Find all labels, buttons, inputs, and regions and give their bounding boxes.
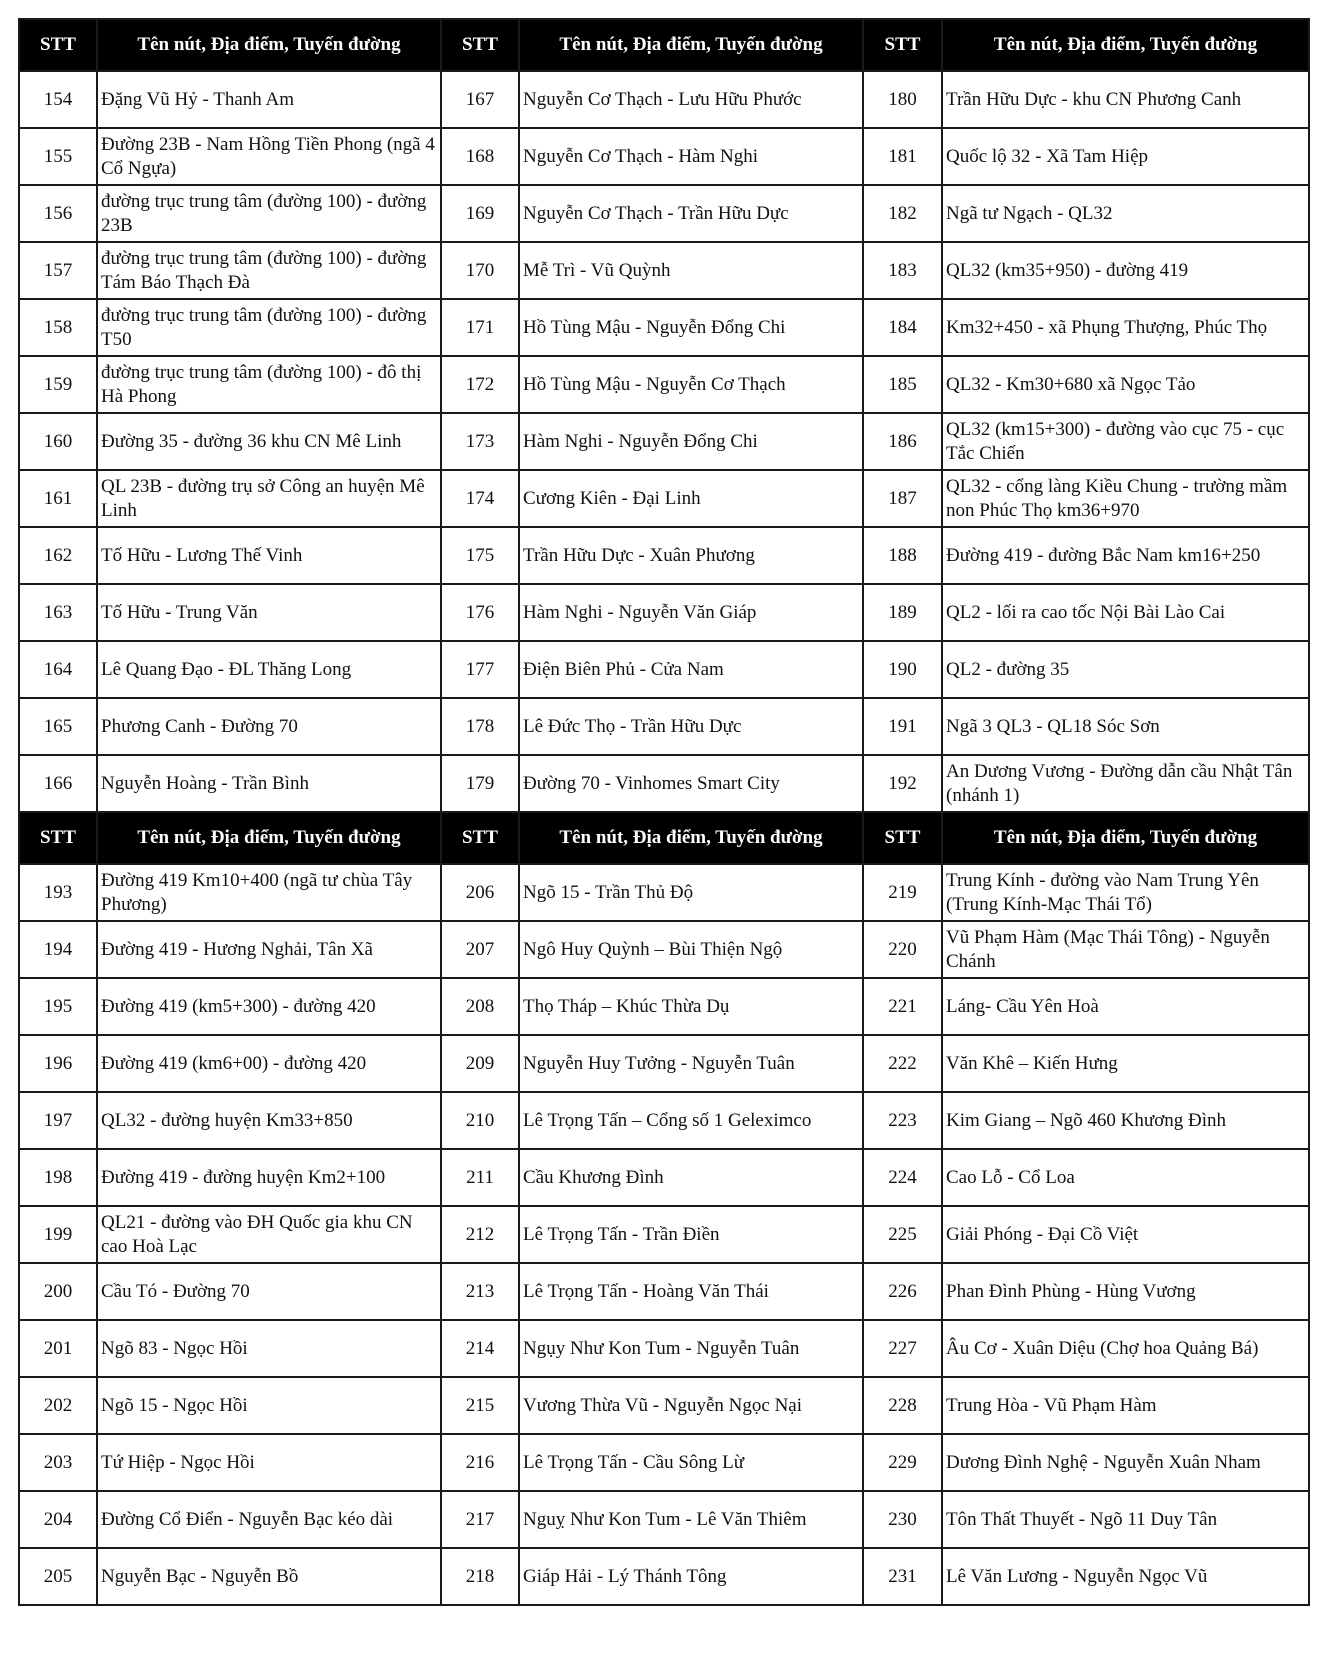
table-row [19, 128, 1309, 185]
location-cell: Trần Hữu Dực - Xuân Phương [519, 527, 863, 584]
stt-cell: 165 [19, 698, 97, 755]
stt-cell: 223 [863, 1092, 942, 1149]
stt-cell: 220 [863, 921, 942, 978]
location-cell: Lê Quang Đạo - ĐL Thăng Long [97, 641, 441, 698]
location-cell: Quốc lộ 32 - Xã Tam Hiệp [942, 128, 1309, 185]
location-cell: Đường 419 (km6+00) - đường 420 [97, 1035, 441, 1092]
location-cell: Ngã tư Ngạch - QL32 [942, 185, 1309, 242]
stt-cell: 172 [441, 356, 519, 413]
table-row [19, 978, 1309, 1035]
stt-cell: 199 [19, 1206, 97, 1263]
stt-cell: 214 [441, 1320, 519, 1377]
location-cell: Nguỵ Như Kon Tum - Lê Văn Thiêm [519, 1491, 863, 1548]
table-row [19, 470, 1309, 527]
column-header-stt: STT [19, 812, 97, 864]
table-row [19, 71, 1309, 128]
stt-cell: 229 [863, 1434, 942, 1491]
location-cell: Đường 35 - đường 36 khu CN Mê Linh [97, 413, 441, 470]
column-header-stt: STT [19, 19, 97, 71]
stt-cell: 195 [19, 978, 97, 1035]
stt-cell: 188 [863, 527, 942, 584]
location-cell: Hồ Tùng Mậu - Nguyễn Cơ Thạch [519, 356, 863, 413]
stt-cell: 216 [441, 1434, 519, 1491]
location-cell: Lê Trọng Tấn - Hoàng Văn Thái [519, 1263, 863, 1320]
location-cell: Kim Giang – Ngõ 460 Khương Đình [942, 1092, 1309, 1149]
location-cell: QL2 - đường 35 [942, 641, 1309, 698]
stt-cell: 194 [19, 921, 97, 978]
stt-cell: 171 [441, 299, 519, 356]
header-row [19, 812, 1309, 864]
location-cell: đường trục trung tâm (đường 100) - đô thị Hà Phong [97, 356, 441, 413]
stt-cell: 181 [863, 128, 942, 185]
column-header-name: Tên nút, Địa điểm, Tuyến đường [97, 812, 441, 864]
stt-cell: 175 [441, 527, 519, 584]
stt-cell: 156 [19, 185, 97, 242]
stt-cell: 167 [441, 71, 519, 128]
stt-cell: 178 [441, 698, 519, 755]
stt-cell: 222 [863, 1035, 942, 1092]
column-header-name: Tên nút, Địa điểm, Tuyến đường [942, 19, 1309, 71]
table-row [19, 1092, 1309, 1149]
stt-cell: 192 [863, 755, 942, 812]
location-cell: Ngõ 83 - Ngọc Hồi [97, 1320, 441, 1377]
stt-cell: 163 [19, 584, 97, 641]
location-cell: QL32 - đường huyện Km33+850 [97, 1092, 441, 1149]
location-cell: Lê Đức Thọ - Trần Hữu Dực [519, 698, 863, 755]
stt-cell: 182 [863, 185, 942, 242]
stt-cell: 186 [863, 413, 942, 470]
location-cell: QL32 - cổng làng Kiều Chung - trường mầm non Phúc Thọ km36+970 [942, 470, 1309, 527]
stt-cell: 203 [19, 1434, 97, 1491]
location-cell: Đường 419 (km5+300) - đường 420 [97, 978, 441, 1035]
stt-cell: 200 [19, 1263, 97, 1320]
stt-cell: 184 [863, 299, 942, 356]
location-cell: Tố Hữu - Lương Thế Vinh [97, 527, 441, 584]
stt-cell: 215 [441, 1377, 519, 1434]
location-cell: Ngõ 15 - Ngọc Hồi [97, 1377, 441, 1434]
stt-cell: 206 [441, 864, 519, 921]
stt-cell: 193 [19, 864, 97, 921]
location-cell: Cầu Tó - Đường 70 [97, 1263, 441, 1320]
stt-cell: 158 [19, 299, 97, 356]
stt-cell: 157 [19, 242, 97, 299]
stt-cell: 218 [441, 1548, 519, 1605]
location-cell: Phương Canh - Đường 70 [97, 698, 441, 755]
stt-cell: 197 [19, 1092, 97, 1149]
stt-cell: 191 [863, 698, 942, 755]
location-cell: Đường 23B - Nam Hồng Tiền Phong (ngã 4 Cổ Ngựa) [97, 128, 441, 185]
stt-cell: 205 [19, 1548, 97, 1605]
column-header-name: Tên nút, Địa điểm, Tuyến đường [942, 812, 1309, 864]
stt-cell: 204 [19, 1491, 97, 1548]
stt-cell: 211 [441, 1149, 519, 1206]
location-cell: Đường Cổ Điển - Nguyễn Bạc kéo dài [97, 1491, 441, 1548]
location-cell: Cương Kiên - Đại Linh [519, 470, 863, 527]
location-cell: Đường 419 - đường huyện Km2+100 [97, 1149, 441, 1206]
stt-cell: 164 [19, 641, 97, 698]
stt-cell: 179 [441, 755, 519, 812]
location-cell: Tôn Thất Thuyết - Ngõ 11 Duy Tân [942, 1491, 1309, 1548]
stt-cell: 201 [19, 1320, 97, 1377]
location-cell: Cao Lỗ - Cổ Loa [942, 1149, 1309, 1206]
location-cell: Đường 419 - Hương Nghải, Tân Xã [97, 921, 441, 978]
stt-cell: 230 [863, 1491, 942, 1548]
location-cell: Hàm Nghi - Nguyễn Văn Giáp [519, 584, 863, 641]
location-cell: QL32 - Km30+680 xã Ngọc Tảo [942, 356, 1309, 413]
table-row [19, 527, 1309, 584]
location-cell: Đặng Vũ Hỷ - Thanh Am [97, 71, 441, 128]
location-cell: Dương Đình Nghệ - Nguyễn Xuân Nham [942, 1434, 1309, 1491]
stt-cell: 210 [441, 1092, 519, 1149]
location-cell: Lê Trọng Tấn - Trần Điền [519, 1206, 863, 1263]
table-row [19, 1320, 1309, 1377]
location-cell: Tứ Hiệp - Ngọc Hồi [97, 1434, 441, 1491]
stt-cell: 162 [19, 527, 97, 584]
stt-cell: 227 [863, 1320, 942, 1377]
column-header-name: Tên nút, Địa điểm, Tuyến đường [519, 812, 863, 864]
table-row [19, 185, 1309, 242]
location-cell: Mễ Trì - Vũ Quỳnh [519, 242, 863, 299]
location-cell: QL2 - lối ra cao tốc Nội Bài Lào Cai [942, 584, 1309, 641]
stt-cell: 202 [19, 1377, 97, 1434]
location-cell: Nguyễn Cơ Thạch - Hàm Nghi [519, 128, 863, 185]
stt-cell: 209 [441, 1035, 519, 1092]
stt-cell: 177 [441, 641, 519, 698]
column-header-stt: STT [863, 812, 942, 864]
location-cell: Nguyễn Bạc - Nguyễn Bồ [97, 1548, 441, 1605]
location-cell: Láng- Cầu Yên Hoà [942, 978, 1309, 1035]
location-cell: QL 23B - đường trụ sở Công an huyện Mê Linh [97, 470, 441, 527]
location-cell: Đường 419 - đường Bắc Nam km16+250 [942, 527, 1309, 584]
stt-cell: 212 [441, 1206, 519, 1263]
stt-cell: 231 [863, 1548, 942, 1605]
stt-cell: 208 [441, 978, 519, 1035]
location-cell: Văn Khê – Kiến Hưng [942, 1035, 1309, 1092]
stt-cell: 180 [863, 71, 942, 128]
table-row [19, 1035, 1309, 1092]
table-row [19, 1206, 1309, 1263]
location-cell: Phan Đình Phùng - Hùng Vương [942, 1263, 1309, 1320]
stt-cell: 217 [441, 1491, 519, 1548]
location-cell: Tố Hữu - Trung Văn [97, 584, 441, 641]
location-cell: Điện Biên Phủ - Cửa Nam [519, 641, 863, 698]
stt-cell: 174 [441, 470, 519, 527]
stt-cell: 176 [441, 584, 519, 641]
location-cell: QL21 - đường vào ĐH Quốc gia khu CN cao Hoà Lạc [97, 1206, 441, 1263]
location-cell: Âu Cơ - Xuân Diệu (Chợ hoa Quảng Bá) [942, 1320, 1309, 1377]
table-row [19, 1434, 1309, 1491]
table-row [19, 1263, 1309, 1320]
location-cell: Ngụy Như Kon Tum - Nguyễn Tuân [519, 1320, 863, 1377]
location-cell: đường trục trung tâm (đường 100) - đường T50 [97, 299, 441, 356]
location-cell: Nguyễn Hoàng - Trần Bình [97, 755, 441, 812]
location-cell: đường trục trung tâm (đường 100) - đường 23B [97, 185, 441, 242]
location-cell: Trung Kính - đường vào Nam Trung Yên (Trung Kính-Mạc Thái Tổ) [942, 864, 1309, 921]
location-cell: Thọ Tháp – Khúc Thừa Dụ [519, 978, 863, 1035]
table-row [19, 299, 1309, 356]
table-row [19, 413, 1309, 470]
stt-cell: 198 [19, 1149, 97, 1206]
intersection-table [18, 18, 1310, 1606]
location-cell: Ngõ 15 - Trần Thủ Độ [519, 864, 863, 921]
location-cell: Vương Thừa Vũ - Nguyễn Ngọc Nại [519, 1377, 863, 1434]
table-row [19, 356, 1309, 413]
header-row [19, 19, 1309, 71]
stt-cell: 196 [19, 1035, 97, 1092]
stt-cell: 170 [441, 242, 519, 299]
table-row [19, 755, 1309, 812]
column-header-stt: STT [441, 19, 519, 71]
table-row [19, 1149, 1309, 1206]
location-cell: An Dương Vương - Đường dẫn cầu Nhật Tân (nhánh 1) [942, 755, 1309, 812]
location-cell: Ngô Huy Quỳnh – Bùi Thiện Ngộ [519, 921, 863, 978]
location-cell: Giải Phóng - Đại Cồ Việt [942, 1206, 1309, 1263]
location-cell: Ngã 3 QL3 - QL18 Sóc Sơn [942, 698, 1309, 755]
stt-cell: 168 [441, 128, 519, 185]
table-row [19, 864, 1309, 921]
location-cell: Đường 70 - Vinhomes Smart City [519, 755, 863, 812]
stt-cell: 166 [19, 755, 97, 812]
stt-cell: 219 [863, 864, 942, 921]
stt-cell: 221 [863, 978, 942, 1035]
location-cell: Trung Hòa - Vũ Phạm Hàm [942, 1377, 1309, 1434]
table-row [19, 921, 1309, 978]
stt-cell: 183 [863, 242, 942, 299]
stt-cell: 228 [863, 1377, 942, 1434]
location-cell: Giáp Hải - Lý Thánh Tông [519, 1548, 863, 1605]
location-cell: Cầu Khương Đình [519, 1149, 863, 1206]
column-header-stt: STT [441, 812, 519, 864]
stt-cell: 225 [863, 1206, 942, 1263]
stt-cell: 173 [441, 413, 519, 470]
location-cell: Nguyễn Huy Tưởng - Nguyễn Tuân [519, 1035, 863, 1092]
table-row [19, 1377, 1309, 1434]
column-header-name: Tên nút, Địa điểm, Tuyến đường [519, 19, 863, 71]
location-cell: Trần Hữu Dực - khu CN Phương Canh [942, 71, 1309, 128]
stt-cell: 207 [441, 921, 519, 978]
stt-cell: 160 [19, 413, 97, 470]
stt-cell: 224 [863, 1149, 942, 1206]
location-cell: Km32+450 - xã Phụng Thượng, Phúc Thọ [942, 299, 1309, 356]
document-page [18, 18, 1308, 1606]
location-cell: QL32 (km35+950) - đường 419 [942, 242, 1309, 299]
table-row [19, 698, 1309, 755]
stt-cell: 226 [863, 1263, 942, 1320]
stt-cell: 187 [863, 470, 942, 527]
stt-cell: 213 [441, 1263, 519, 1320]
stt-cell: 169 [441, 185, 519, 242]
location-cell: Lê Trọng Tấn - Cầu Sông Lừ [519, 1434, 863, 1491]
location-cell: đường trục trung tâm (đường 100) - đường Tám Báo Thạch Đà [97, 242, 441, 299]
table-row [19, 1491, 1309, 1548]
location-cell: Lê Trọng Tấn – Cổng số 1 Geleximco [519, 1092, 863, 1149]
table-row [19, 242, 1309, 299]
location-cell: Nguyễn Cơ Thạch - Lưu Hữu Phước [519, 71, 863, 128]
stt-cell: 189 [863, 584, 942, 641]
location-cell: Đường 419 Km10+400 (ngã tư chùa Tây Phương) [97, 864, 441, 921]
stt-cell: 161 [19, 470, 97, 527]
location-cell: Vũ Phạm Hàm (Mạc Thái Tông) - Nguyễn Chánh [942, 921, 1309, 978]
location-cell: QL32 (km15+300) - đường vào cục 75 - cục Tắc Chiến [942, 413, 1309, 470]
table-body [19, 19, 1309, 1605]
location-cell: Nguyễn Cơ Thạch - Trần Hữu Dực [519, 185, 863, 242]
column-header-stt: STT [863, 19, 942, 71]
location-cell: Hàm Nghi - Nguyễn Đổng Chi [519, 413, 863, 470]
stt-cell: 185 [863, 356, 942, 413]
location-cell: Hồ Tùng Mậu - Nguyễn Đổng Chi [519, 299, 863, 356]
table-row [19, 1548, 1309, 1605]
stt-cell: 155 [19, 128, 97, 185]
stt-cell: 159 [19, 356, 97, 413]
stt-cell: 154 [19, 71, 97, 128]
location-cell: Lê Văn Lương - Nguyễn Ngọc Vũ [942, 1548, 1309, 1605]
table-row [19, 641, 1309, 698]
stt-cell: 190 [863, 641, 942, 698]
table-row [19, 584, 1309, 641]
column-header-name: Tên nút, Địa điểm, Tuyến đường [97, 19, 441, 71]
